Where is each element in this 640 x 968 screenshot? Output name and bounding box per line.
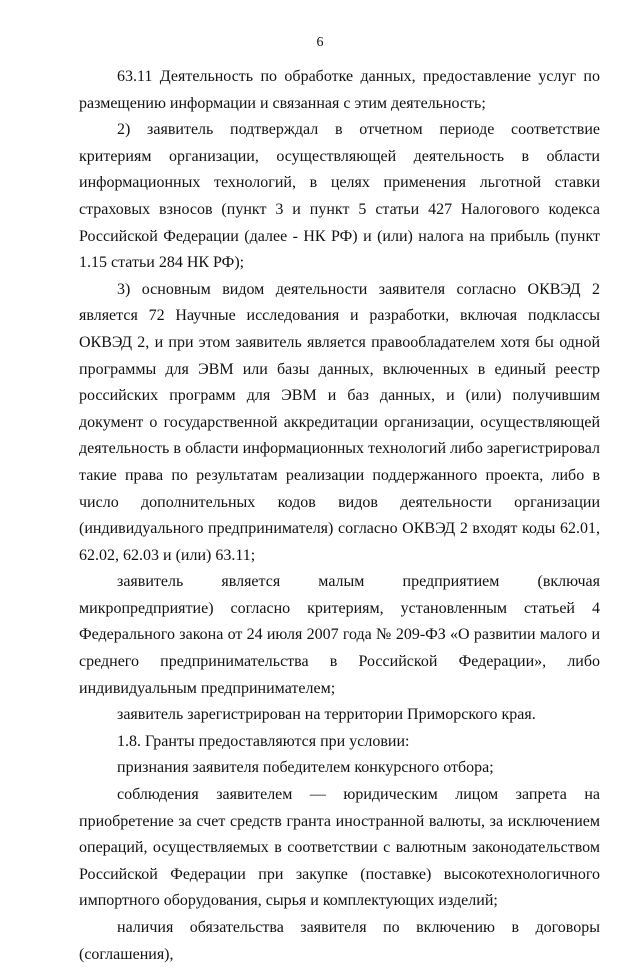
paragraph-winner-condition: признания заявителя победителем конкурсного отбора; bbox=[117, 759, 494, 777]
paragraph-small-enterprise: заявитель является малым предприятием (включая микропредприятие) согласно критериям, установленным статьей 4 Федерального закона от 24 июля 2007 года № 209-ФЗ «О развитии малого и среднего предпринимательства в Российской Федерации», либо индивидуальным предпринимателем; bbox=[79, 573, 600, 697]
document-body bbox=[79, 64, 600, 968]
paragraph-currency-prohibition: соблюдения заявителем — юридическим лицом запрета на приобретение за счет средств гранта иностранной валюты, за исключением операций, осуществляемых в соответствии с валютным законодательством Российской Федерации при закупке (поставке) высокотехнологичного импортного оборудования, сырья и комплектующих изделий; bbox=[79, 786, 600, 910]
paragraph-section-1-8: 1.8. Гранты предоставляются при условии: bbox=[117, 732, 410, 750]
paragraph-okved-63-11: 63.11 Деятельность по обработке данных, предоставление услуг по размещению информации и связанная с этим деятельность; bbox=[79, 68, 600, 112]
paragraph-criterion-2: 2) заявитель подтверждал в отчетном периоде соответствие критериям организации, осуществляющей деятельность в области информационных технологий, в целях применения льготной ставки страховых взносов (пункт 3 и пункт 5 статьи 427 Налогового кодекса Российской Федерации (далее - НК РФ) и (или) налога на прибыль (пункт 1.15 статьи 284 НК РФ); bbox=[79, 121, 600, 272]
paragraph-registration: заявитель зарегистрирован на территории Приморского края. bbox=[117, 706, 536, 724]
page-number: 6 bbox=[316, 35, 324, 50]
paragraph-contract-obligation: наличия обязательства заявителя по включению в договоры (соглашения), bbox=[79, 919, 600, 963]
paragraph-criterion-3: 3) основным видом деятельности заявителя согласно ОКВЭД 2 является 72 Научные исследования и разработки, включая подклассы ОКВЭД 2, и при этом заявитель является правообладателем хотя бы одной программы для ЭВМ или базы данных, включенных в единый реестр российских программ для ЭВМ и баз данных, и (или) получившим документ о государственной аккредитации организации, осуществляющей деятельность в области информационных технологий либо зарегистрировал такие права по результатам реализации поддержанного проекта, либо в число дополнительных кодов видов деятельности организации (индивидуального предпринимателя) согласно ОКВЭД 2 входят коды 62.01, 62.02, 62.03 и (или) 63.11; bbox=[79, 280, 600, 564]
